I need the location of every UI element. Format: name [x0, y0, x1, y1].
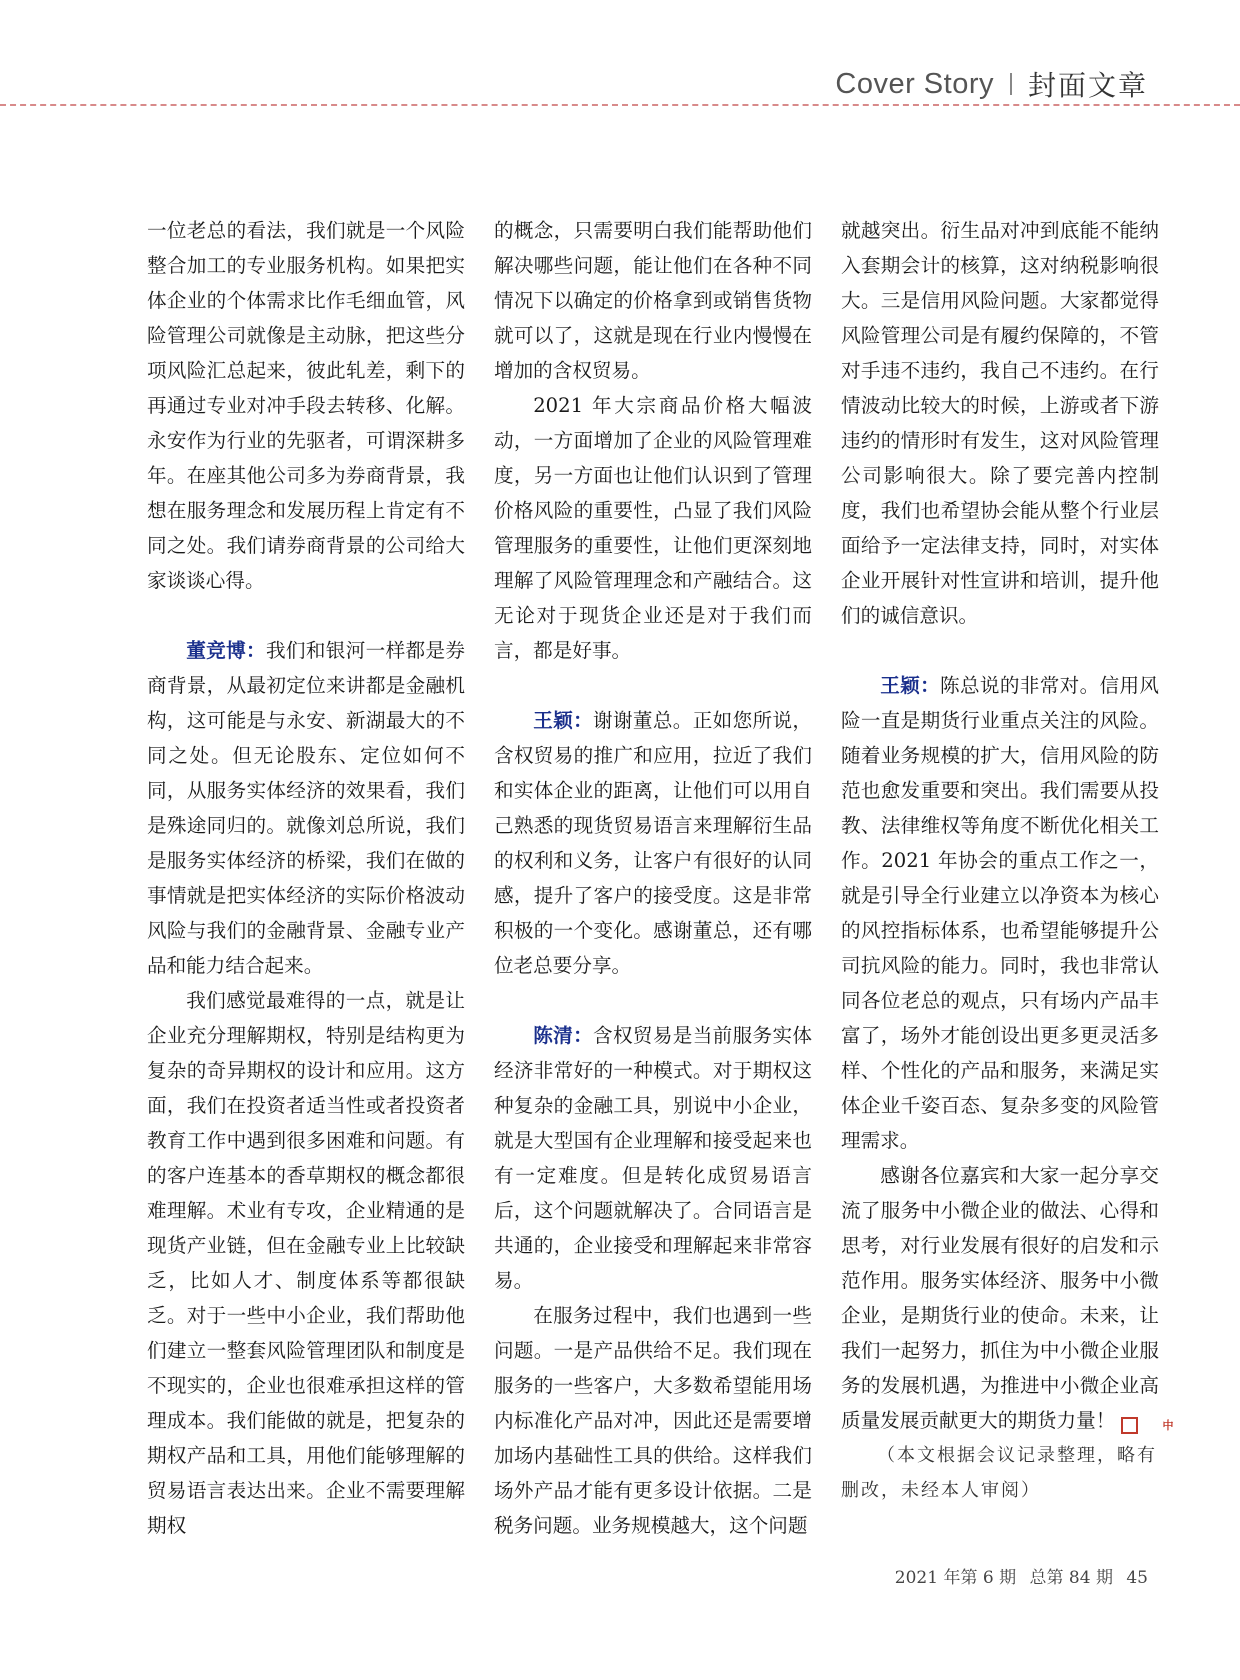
speech-text: 陈总说的非常对。信用风险一直是期货行业重点关注的风险。随着业务规模的扩大，信用风险的防范也愈发重要和突出。我们需要从投教、法律维权等角度不断优化相关工作。2021 年协会的重点工作之一，就是引导全行业建立以净资本为核心的风控指标体系，也希望能够提升公司抗风险的能力。同时，我也非常认同各位老总的观点，只有场内产品丰富了，场外才能创设出更多更灵活多样、个性化的产品和服务，来满足实体企业千姿百态、复杂多变的风险管理需求。: [841, 674, 1160, 1152]
speaker-name: 董竞博：: [186, 639, 266, 662]
end-mark-icon: 中: [1121, 1417, 1138, 1434]
text-column-2: [494, 213, 812, 1543]
speaker-name: 陈清：: [533, 1024, 594, 1047]
page-footer: [887, 1563, 1148, 1588]
running-header: [835, 64, 1148, 104]
header-separator: [1010, 73, 1012, 95]
speech-text: 含权贸易是当前服务实体经济非常好的一种模式。对于期权这种复杂的金融工具，别说中小企业，就是大型国有企业理解和接受起来也有一定难度。但是转化成贸易语言后，这个问题就解决了。合同语言是共通的，企业接受和理解起来非常容易。: [494, 1024, 813, 1292]
paragraph: [841, 668, 1159, 1158]
total-issue-number: 总第 84 期: [1029, 1568, 1113, 1588]
paragraph: 2021 年大宗商品价格大幅波动，一方面增加了企业的风险管理难度，另一方面也让他们认识到了管理价格风险的重要性，凸显了我们风险管理服务的重要性，让他们更深刻地理解了风险管理理念和产融结合。这无论对于现货企业还是对于我们而言，都是好事。: [494, 394, 812, 662]
page-number: 45: [1126, 1568, 1148, 1588]
paragraph: 我们感觉最难得的一点，就是让企业充分理解期权，特别是结构更为复杂的奇异期权的设计和应用。这方面，我们在投资者适当性或者投资者教育工作中遇到很多困难和问题。有的客户连基本的香草期权的概念都很难理解。术业有专攻，企业精通的是现货产业链，但在金融专业上比较缺乏，比如人才、制度体系等都很缺乏。对于一些中小企业，我们帮助他们建立一整套风险管理团队和制度是不现实的，企业也很难承担这样的管理成本。我们能做的就是，把复杂的期权产品和工具，用他们能够理解的贸易语言表达出来。企业不需要理解期权: [147, 989, 465, 1537]
paragraph: [494, 1018, 812, 1298]
text-column-1: [147, 213, 465, 1543]
speech-text: 我们和银河一样都是券商背景，从最初定位来讲都是金融机构，这可能是与永安、新湖最大的不同之处。但无论股东、定位如何不同，从服务实体经济的效果看，我们是殊途同归的。就像刘总所说，我们是服务实体经济的桥梁，我们在做的事情就是把实体经济的实际价格波动风险与我们的金融背景、金融专业产品和能力结合起来。: [147, 639, 466, 977]
paragraph: 在服务过程中，我们也遇到一些问题。一是产品供给不足。我们现在服务的一些客户，大多数希望能用场内标准化产品对冲，因此还是需要增加场内基础性工具的供给。这样我们场外产品才能有更多设计依据。二是税务问题。业务规模越大，这个问题: [494, 1304, 812, 1537]
header-dashed-rule: [0, 104, 1240, 106]
speech-text: 谢谢董总。正如您所说，含权贸易的推广和应用，拉近了我们和实体企业的距离，让他们可以用自己熟悉的现货贸易语言来理解衍生品的权利和义务，让客户有很好的认同感，提升了客户的接受度。这是非常积极的一个变化。感谢董总，还有哪位老总要分享。: [494, 709, 813, 977]
paragraph: 就越突出。衍生品对冲到底能不能纳入套期会计的核算，这对纳税影响很大。三是信用风险问题。大家都觉得风险管理公司是有履约保障的，不管对手违不违约，我自己不违约。在行情波动比较大的时候，上游或者下游违约的情形时有发生，这对风险管理公司影响很大。除了要完善内控制度，我们也希望协会能从整个行业层面给予一定法律支持，同时，对实体企业开展针对性宣讲和培训，提升他们的诚信意识。: [841, 219, 1159, 627]
speaker-name: 王颖：: [533, 709, 594, 732]
issue-number: 2021 年第 6 期: [894, 1568, 1017, 1588]
paragraph: [494, 703, 812, 983]
editor-note: （本文根据会议记录整理，略有删改，未经本人审阅）: [841, 1445, 1157, 1501]
paragraph: 的概念，只需要明白我们能帮助他们解决哪些问题，能让他们在各种不同情况下以确定的价格拿到或销售货物就可以了，这就是现在行业内慢慢在增加的含权贸易。: [494, 219, 812, 382]
closing-text: 感谢各位嘉宾和大家一起分享交流了服务中小微企业的做法、心得和思考，对行业发展有很好的启发和示范作用。服务实体经济、服务中小微企业，是期货行业的使命。未来，让我们一起努力，抓住为中小微企业服务的发展机遇，为推进中小微企业高质量发展贡献更大的期货力量！: [841, 1164, 1159, 1432]
text-column-3: [841, 213, 1174, 1508]
paragraph: [147, 633, 465, 983]
paragraph: [841, 1158, 1174, 1438]
section-title-english: Cover Story: [835, 67, 994, 100]
paragraph: 一位老总的看法，我们就是一个风险整合加工的专业服务机构。如果把实体企业的个体需求比作毛细血管，风险管理公司就像是主动脉，把这些分项风险汇总起来，彼此轧差，剩下的再通过专业对冲手段去转移、化解。永安作为行业的先驱者，可谓深耕多年。在座其他公司多为券商背景，我想在服务理念和发展历程上肯定有不同之处。我们请券商背景的公司给大家谈谈心得。: [147, 219, 465, 592]
section-title-chinese: 封面文章: [1027, 69, 1148, 102]
speaker-name: 王颖：: [880, 674, 941, 697]
